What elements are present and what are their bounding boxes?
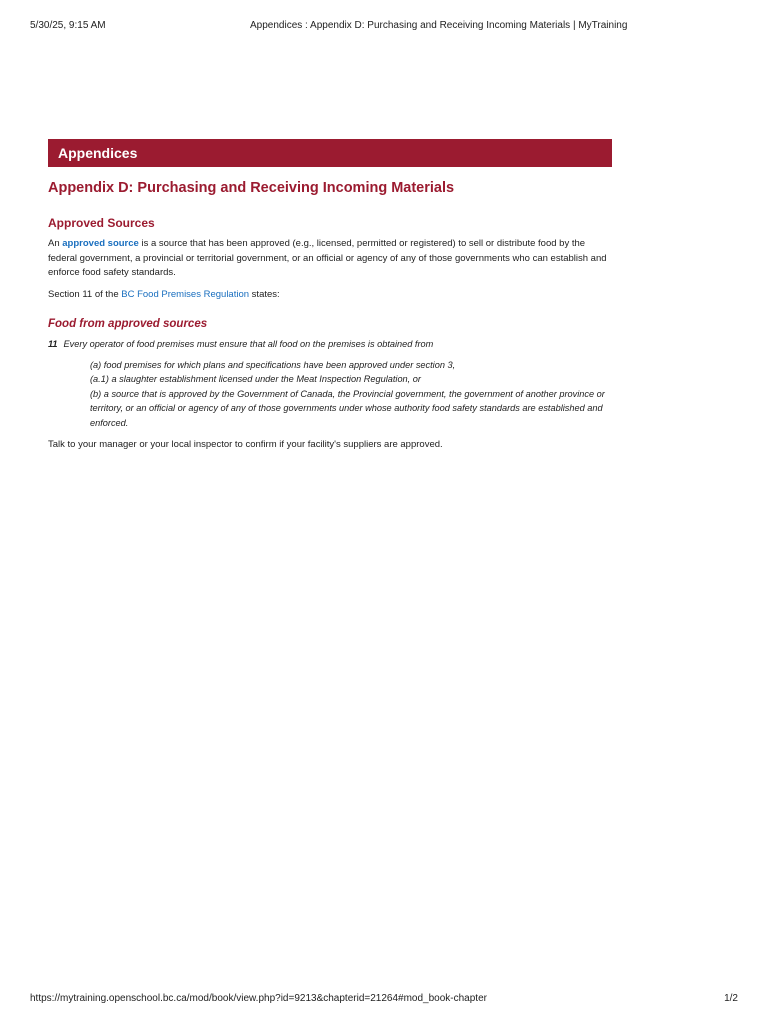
print-page-title: Appendices : Appendix D: Purchasing and Receiving Incoming Materials | MyTraining: [250, 20, 628, 31]
closing-paragraph: Talk to your manager or your local inspector to confirm if your facility's suppliers are approved.: [48, 439, 443, 450]
regulation-section: [48, 337, 612, 352]
paragraph-text: is a source that has been approved (e.g., licensed, permitted or registered) to sell or distribute food by the federal government, a provincial or territorial government, or an official or agency of any of those governments who can establish and enforce food safety standards.: [48, 238, 607, 278]
chapter-content: [48, 178, 612, 453]
section-11-paragraph: [48, 288, 612, 303]
bc-food-premises-regulation-link[interactable]: BC Food Premises Regulation: [121, 288, 250, 300]
regulation-item: (a) food premises for which plans and specifications have been approved under section 3,: [90, 359, 456, 370]
print-url: https://mytraining.openschool.bc.ca/mod/book/view.php?id=9213&chapterid=21264#mod_book-chapter: [30, 993, 487, 1004]
print-header: [30, 20, 738, 34]
regulation-item: (a.1) a slaughter establishment licensed under the Meat Inspection Regulation, or: [90, 374, 421, 384]
approved-source-link[interactable]: approved source: [62, 238, 139, 249]
approved-source-paragraph: [48, 237, 612, 281]
regulation-item: (b) a source that is approved by the Government of Canada, the Provincial government, the government of another province or territory, or an official or agency of any of those governments under whose authority food safety standards are established and enforced.: [90, 388, 605, 428]
section-title-approved-sources: Approved Sources: [48, 216, 155, 230]
regulation-text: Every operator of food premises must ensure that all food on the premises is obtained from: [63, 339, 434, 349]
regulation-number: 11: [48, 339, 58, 349]
page-number: 1/2: [724, 993, 738, 1004]
paragraph-text: Section 11 of the: [48, 288, 122, 300]
print-datetime: 5/30/25, 9:15 AM: [30, 20, 106, 31]
regulation-heading: Food from approved sources: [48, 318, 208, 330]
chapter-title: Appendix D: Purchasing and Receiving Incoming Materials: [48, 180, 455, 196]
print-footer: [30, 993, 738, 1007]
regulation-items: [90, 358, 612, 431]
paragraph-text: An: [48, 238, 63, 249]
appendices-banner: Appendices: [48, 139, 612, 167]
paragraph-text: states:: [249, 288, 280, 300]
